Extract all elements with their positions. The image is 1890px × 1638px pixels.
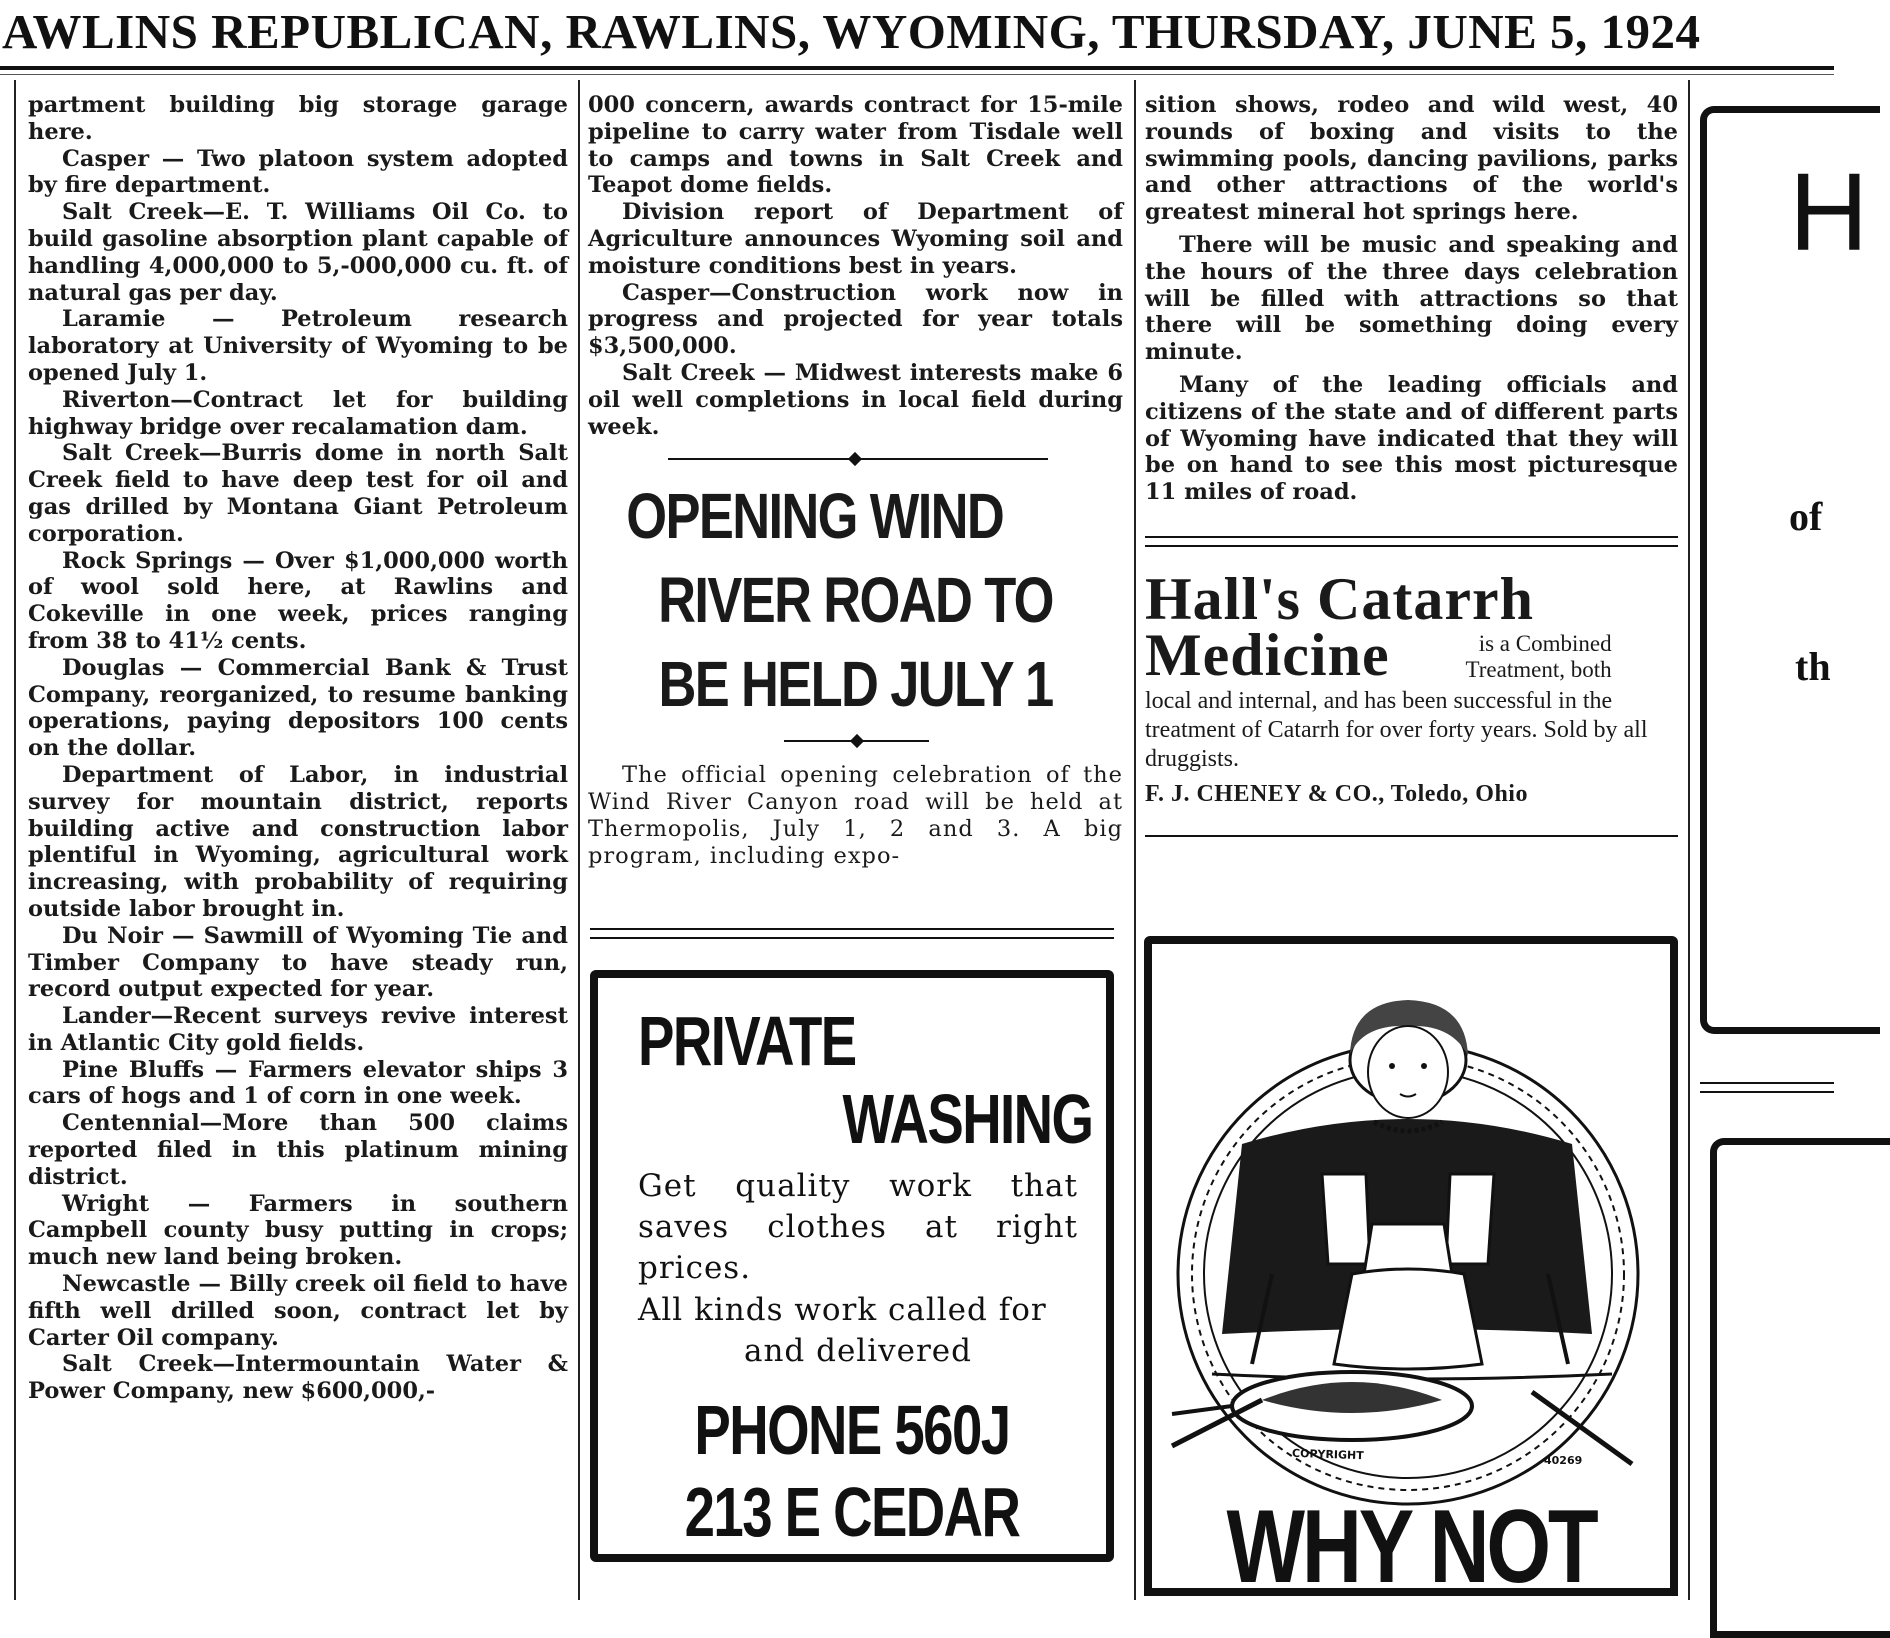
section-divider: [1145, 835, 1678, 837]
news-brief: Newcastle — Billy creek oil field to have fifth well drilled soon, contract let by Carter Oil company.: [28, 1271, 568, 1351]
news-brief: Casper—Construction work now in progress and projected for year totals $3,500,000.: [588, 279, 1123, 360]
news-brief: Centennial—More than 500 claims reported filed in this platinum mining district.: [28, 1110, 568, 1190]
news-brief: Division report of Department of Agriculture announces Wyoming soil and moisture conditions best in years.: [588, 199, 1123, 279]
news-column-2: [588, 92, 1123, 870]
halls-ad-body: local and internal, and has been successful in the treatment of Catarrh for over forty years. Sold by all druggists.: [1145, 687, 1648, 772]
news-brief: Salt Creek — Midwest interests make 6 oil well completions in local field during week.: [588, 359, 1123, 440]
headline-line-1: OPENING WIND: [626, 480, 1004, 553]
ornamental-divider: [588, 734, 1123, 748]
news-brief: Rock Springs — Over $1,000,000 worth of wool sold here, at Rawlins and Cokeville in one week, prices ranging from 38 to 41½ cents.: [28, 547, 568, 654]
news-brief: Du Noir — Sawmill of Wyoming Tie and Timber Company to have steady run, record output expected for year.: [28, 922, 568, 1003]
story-paragraph: There will be music and speaking and the hours of the three days celebration will be filled with attractions so that there will be something doing every minute.: [1145, 231, 1678, 366]
cropped-text: of: [1789, 494, 1823, 539]
masthead-rule-thin: [0, 74, 1834, 75]
cropped-letter: H: [1789, 151, 1869, 274]
headline-line-2: RIVER ROAD TO: [658, 564, 1053, 637]
ad-phone-number: PHONE 560J: [694, 1391, 1010, 1469]
private-washing-ad: [590, 970, 1114, 1562]
news-brief: Riverton—Contract let for building highway bridge over recalamation dam.: [28, 386, 568, 440]
story-lead: The official opening celebration of the Wind River Canyon road will be held at Thermopolis, July 1, 2 and 3. A big program, including expo-: [588, 762, 1123, 869]
woman-serving-illustration: [1152, 944, 1670, 1504]
story-paragraph: Many of the leading officials and citizens of the state and of different parts of Wyoming have indicated that they will be on hand to see this most picturesque 11 miles of road.: [1145, 371, 1678, 506]
column-rule-4: [1688, 80, 1690, 1600]
section-divider: [590, 928, 1114, 939]
illustrated-ad: [1144, 936, 1678, 1605]
news-brief: Salt Creek—E. T. Williams Oil Co. to build gasoline absorption plant capable of handling 4,000,000 to 5,-000,000 cu. ft. of natural gas per day.: [28, 199, 568, 306]
halls-ad-tagline: is a Combined Treatment, both: [1465, 630, 1612, 682]
section-divider: [1145, 536, 1678, 547]
news-brief: Lander—Recent surveys revive interest in Atlantic City gold fields.: [28, 1003, 568, 1056]
news-column-3: [1145, 92, 1678, 837]
halls-ad-signature: F. J. CHENEY & CO., Toledo, Ohio: [1145, 780, 1528, 807]
news-brief: partment building big storage garage here.: [28, 92, 568, 145]
story-headline: [612, 474, 1100, 726]
ad-title-washing: WASHING: [842, 1080, 1092, 1158]
masthead: AWLINS REPUBLICAN, RAWLINS, WYOMING, THURSDAY, JUNE 5, 1924: [2, 4, 1701, 59]
section-divider: [1700, 1082, 1834, 1093]
ad-title-private: PRIVATE: [638, 1002, 856, 1080]
cropped-ad-right-2: [1710, 1138, 1890, 1638]
halls-ad-title: Hall's Catarrh: [1145, 565, 1534, 632]
news-brief: Wright — Farmers in southern Campbell county busy putting in crops; much new land being broken.: [28, 1190, 568, 1271]
column-rule-2: [578, 80, 580, 1600]
news-brief: Salt Creek—Burris dome in north Salt Creek field to have deep test for oil and gas drilled by Montana Giant Petroleum corporation.: [28, 440, 568, 547]
masthead-rule: [0, 66, 1834, 70]
news-brief: Douglas — Commercial Bank & Trust Company, reorganized, to resume banking operations, paying depositors 100 cents on the dollar.: [28, 654, 568, 762]
column-rule-3: [1134, 80, 1136, 1600]
cropped-ad-right: [1700, 106, 1880, 1034]
ad-service-line-2: and delivered: [743, 1333, 973, 1369]
news-column-1: [28, 92, 568, 1405]
news-brief: 000 concern, awards contract for 15-mile pipeline to carry water from Tisdale well to camps and towns in Salt Creek and Teapot dome fields.: [588, 92, 1123, 199]
halls-ad-title-2: Medicine: [1145, 621, 1390, 688]
news-brief: Casper — Two platoon system adopted by fire department.: [28, 145, 568, 199]
ad-service-line: All kinds work called for: [638, 1292, 1047, 1328]
ad-headline: WHY NOT: [1226, 1489, 1596, 1605]
plate-number: 40269: [1544, 1454, 1583, 1467]
headline-line-3: BE HELD JULY 1: [658, 648, 1053, 721]
ad-address: 213 E CEDAR: [684, 1473, 1020, 1551]
copyright-mark: COPYRIGHT: [1291, 1446, 1364, 1463]
news-brief: Pine Bluffs — Farmers elevator ships 3 cars of hogs and 1 of corn in one week.: [28, 1056, 568, 1110]
news-brief: Salt Creek—Intermountain Water & Power Company, new $600,000,-: [28, 1351, 568, 1405]
news-brief: Laramie — Petroleum research laboratory at University of Wyoming to be opened July 1.: [28, 306, 568, 386]
ad-body-text: Get quality work that saves clothes at right prices.: [638, 1168, 1078, 1286]
news-brief: Department of Labor, in industrial survey for mountain district, reports building active and construction labor plentiful in Wyoming, agricultural work increasing, with probability of requiring outside labor brought in.: [28, 761, 568, 922]
halls-catarrh-ad: [1145, 565, 1678, 809]
story-continuation: sition shows, rodeo and wild west, 40 rounds of boxing and visits to the swimming pools, dancing pavilions, parks and other attractions of the world's greatest mineral hot springs here.: [1145, 92, 1678, 226]
ornamental-divider: [588, 452, 1123, 466]
column-rule-1: [14, 80, 16, 1600]
cropped-text: th: [1795, 644, 1831, 689]
